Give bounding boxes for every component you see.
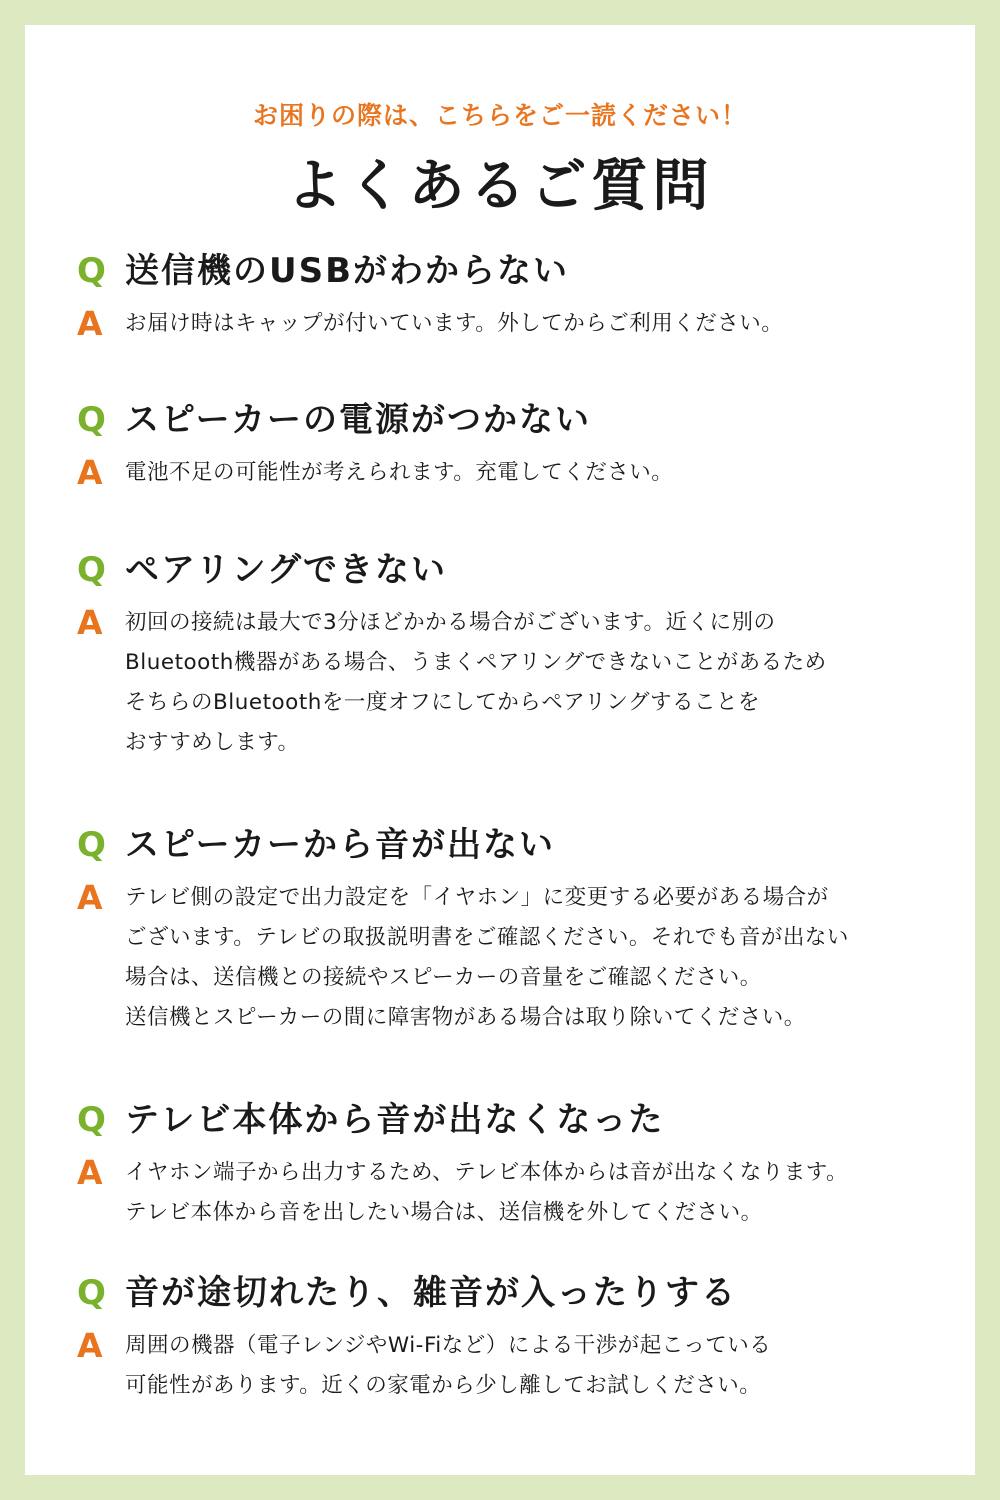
faq-item	[77, 397, 957, 493]
answer-line: 送信機とスピーカーの間に障害物がある場合は取り除いてください。	[125, 1005, 806, 1030]
answer-mark-a: A	[77, 603, 103, 642]
page-subtitle: お困りの際は、こちらをご一読ください！	[252, 101, 747, 130]
answer-line: テレビ本体から音を出したい場合は、送信機を外してください。	[125, 1200, 763, 1225]
faq-question-row	[77, 1270, 957, 1318]
faq-item	[77, 248, 957, 344]
faq-item	[77, 822, 957, 1038]
faq-question: ペアリングできない	[125, 550, 447, 590]
answer-line: 場合は、送信機との接続やスピーカーの音量をご確認ください。	[125, 965, 762, 990]
answer-line: おすすめします。	[125, 730, 300, 755]
question-mark-q: Q	[77, 1273, 106, 1313]
question-mark-q: Q	[77, 1100, 106, 1140]
faq-question: 音が途切れたり、雑音が入ったりする	[125, 1273, 737, 1313]
answer-line: テレビ側の設定で出力設定を「イヤホン」に変更する必要がある場合が	[125, 885, 829, 910]
faq-card	[25, 25, 975, 1475]
faq-question: スピーカーの電源がつかない	[125, 400, 591, 440]
answer-line: お届け時はキャップが付いています。外してからご利用ください。	[125, 311, 784, 336]
answer-line: 可能性があります。近くの家電から少し離してお試しください。	[125, 1373, 762, 1398]
answer-line: イヤホン端子から出力するため、テレビ本体からは音が出なくなります。	[125, 1160, 848, 1185]
faq-answer	[125, 304, 957, 344]
faq-item	[77, 547, 957, 763]
faq-item	[77, 1270, 957, 1406]
faq-question: 送信機のUSBがわからない	[125, 251, 570, 291]
faq-question-row	[77, 547, 957, 595]
faq-answer	[125, 453, 957, 493]
faq-answer	[125, 1153, 957, 1233]
answer-mark-a: A	[77, 1326, 103, 1365]
faq-item	[77, 1097, 957, 1233]
answer-mark-a: A	[77, 1153, 103, 1192]
faq-answer-row	[77, 1153, 957, 1233]
answer-line: 周囲の機器（電子レンジやWi-Fiなど）による干渉が起こっている	[125, 1333, 772, 1358]
faq-question: スピーカーから音が出ない	[125, 825, 555, 865]
answer-line: 電池不足の可能性が考えられます。充電してください。	[125, 460, 674, 485]
faq-question-row	[77, 822, 957, 870]
faq-answer-row	[77, 603, 957, 763]
answer-mark-a: A	[77, 304, 103, 343]
faq-answer-row	[77, 304, 957, 344]
faq-question: テレビ本体から音が出なくなった	[125, 1100, 665, 1140]
answer-mark-a: A	[77, 453, 103, 492]
faq-answer-row	[77, 878, 957, 1038]
faq-answer	[125, 1326, 957, 1406]
question-mark-q: Q	[77, 251, 106, 291]
answer-mark-a: A	[77, 878, 103, 917]
answer-line: ございます。テレビの取扱説明書をご確認ください。それでも音が出ない	[125, 925, 849, 950]
answer-line: そちらのBluetoothを一度オフにしてからペアリングすることを	[125, 690, 760, 715]
faq-question-row	[77, 248, 957, 296]
faq-answer-row	[77, 1326, 957, 1406]
faq-answer	[125, 603, 957, 763]
question-mark-q: Q	[77, 400, 106, 440]
answer-line: Bluetooth機器がある場合、うまくペアリングできないことがあるため	[125, 650, 827, 675]
faq-question-row	[77, 397, 957, 445]
faq-answer-row	[77, 453, 957, 493]
answer-line: 初回の接続は最大で3分ほどかかる場合がございます。近くに別の	[125, 610, 776, 635]
faq-answer	[125, 878, 957, 1038]
question-mark-q: Q	[77, 550, 106, 590]
faq-question-row	[77, 1097, 957, 1145]
page-title: よくあるご質問	[286, 154, 714, 219]
question-mark-q: Q	[77, 825, 106, 865]
